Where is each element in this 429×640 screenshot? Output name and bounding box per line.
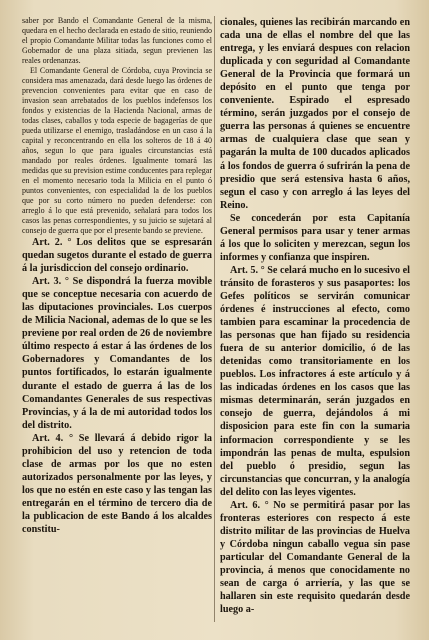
paragraph-siege-declaration: saber por Bando el Comandante General de la misma, quedara en el hecho declarada en estado de sitio, reuniendo el propio Comandante Militar todas las funciones como el Gobernador de una plaza sitiada, segun previenen las reales ordenanzas. xyxy=(22,16,212,65)
article-5-text: Se celará mucho en lo sucesivo el tránsito de forasteros y sus pasaportes: los Gefes políticos se servirán comunicar órdenes é instrucciones al efecto, como tambien para escaminar la procedencia de las personas que han fijado su residencia fuera de su anterior domicilio, ó de las detenidas como transitoriamente en los pueblos. Los infractores á este artículo y á las indicadas órdenes en los casos que las mismas determinarán, serán juzgados en consejo de guerra, dejándolos á mi disposicion para este fin con la sumaria informacion correspondiente y se les impondrán las penas de multa, espulsion del pueblo ó presidio, segun las circunstancias que concurran, y la analogía del delito con las leyes vigentes. xyxy=(220,264,410,498)
article-4-continuation: cionales, quienes las recibirán marcando en cada una de ellas el nombre del que las entrega, y les enviará despues con relacion duplicada y con seguridad al Comandante General de la Provincia que formará un depósito en el punto que tenga por conveniente. Espirado el espresado término, serán juzgados por el consejo de guerra las personas á quienes se encuentre armas de cualquiera clase que sean y pagarán la multa de 100 ducados aplicados á los fondos de guerra ó sufrirán la pena de presidio que será estensiva hasta 6 años, segun el caso y con arreglo á las leyes del Reino. xyxy=(220,17,410,211)
article-3-label: Art. 3. ° xyxy=(32,276,69,288)
paragraph-cordoba-measures: El Comandante General de Córdoba, cuya Provincia se considera mas amenazada, dará desde luego las órdenes de prevencion convenientes para evitar que en caso de invasion sean arrebatados de los pueblos indefensos los fondos y existencias de la Hacienda Nacional, armas de todas clases, caballos y toda especie de bagagerías de que pueda utilizarse el enemigo, trasladándose en un caso á la capital y reconcentrando en ella los solteros de 18 á 40 años, segun lo que para iguales circunstancias está mandado por reales órdenes. Igualmente tomará las medidas que su prevision estime conducentes para replegar en el momento necesario toda la Milicia en el punto ó puntos convenientes, con especialidad la de los pueblos que por su corto número no pueden defenderse: con arreglo á lo que está prevenido, señalará para todos los casos las penas correspondientes, y su juicio se sujetará al consejo de guerra que por el presente bando se previene. xyxy=(22,66,212,235)
paragraph-arms-permits: Se concederán por esta Capitanía General permisos para usar y tener armas á los que lo soliciten y merezcan, segun los informes y confianza que inspiren. xyxy=(220,212,410,263)
article-6 xyxy=(220,499,410,616)
article-3 xyxy=(22,275,212,432)
column-divider xyxy=(214,16,215,622)
article-4 xyxy=(22,432,212,536)
article-5-label: Art. 5. ° xyxy=(230,264,265,276)
article-3-text: Se dispondrá la fuerza movible que se conceptue necesaria con acuerdo de las diputaciones provinciales. Los cuerpos de Milicia Nacional, ademas de lo que se les previene por real orden de 26 de noviembre último respecto á estar á las órdenes de los Gobernadores y Comandantes de los puntos fortificados, lo estarán igualmente durante el estado de guerra á las de los Comandantes Generales de sus respectivas Provincias, y á la de mi autoridad todos los del distrito. xyxy=(22,276,212,431)
article-2-label: Art. 2. ° xyxy=(32,237,72,248)
article-4-label: Art. 4. ° xyxy=(32,432,74,444)
left-column xyxy=(22,16,212,536)
articles-section-left xyxy=(22,236,212,536)
article-6-label: Art. 6. ° xyxy=(230,499,269,511)
article-5 xyxy=(220,264,410,499)
article-2 xyxy=(22,236,212,275)
article-4-text: Se llevará á debido rigor la prohibicion del uso y retencion de toda clase de armas por los que no esten autorizados personalmente por las leyes, y los que no estén en este caso y las tengan las entregarán en el término de tercero dia de la publicacion de este Bando á los alcaldes constitu- xyxy=(22,432,213,536)
small-print-section xyxy=(22,16,212,236)
right-column xyxy=(220,16,410,616)
article-6-text: No se permitirá pasar por las fronteras esteriores con respecto á este distrito militar de las provincias de Huelva y Córdoba ningun caballo vegua sin pase particular del Comandante General de la provincia, á menos que conocidamente no sean de carga ó arriería, y las que se hallaren sin este requisito quedarán desde luego a- xyxy=(220,499,410,616)
article-2-text: Los delitos que se espresarán quedan sugetos durante el estado de guerra á la jurisdiccion del consejo ordinario. xyxy=(22,237,212,275)
